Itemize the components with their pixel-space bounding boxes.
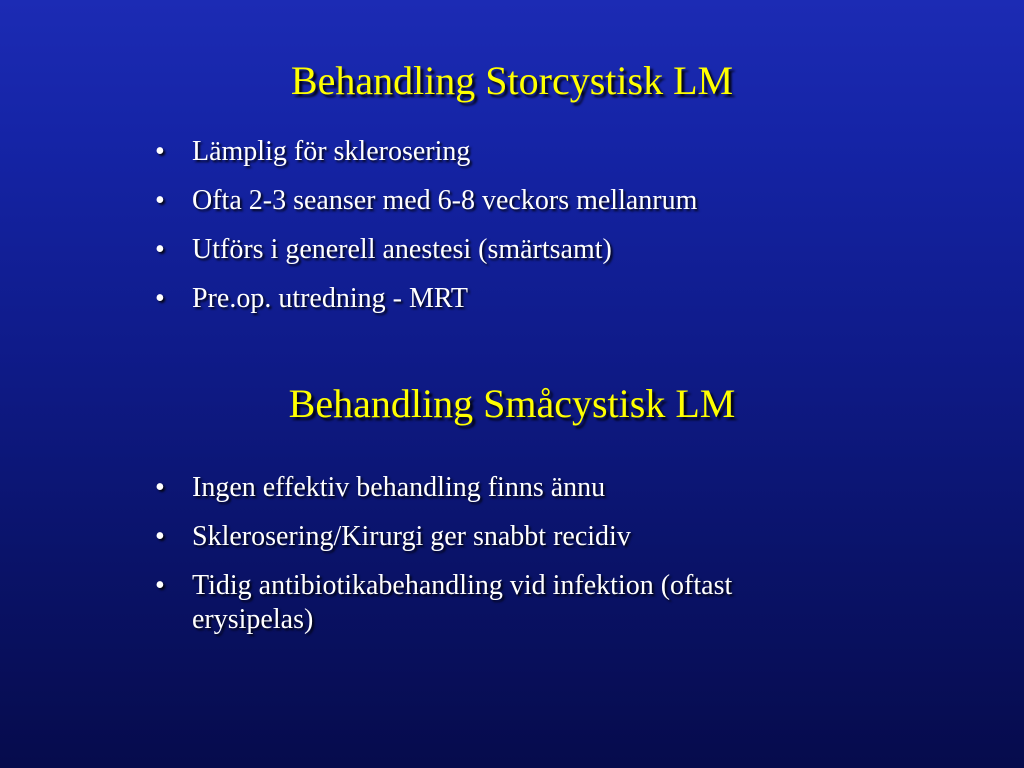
bullet-text: Pre.op. utredning - MRT: [192, 283, 468, 314]
bullet-icon: •: [155, 472, 165, 503]
section-title-smacystisk: Behandling Småcystisk LM: [288, 381, 736, 426]
bullet-text: Lämplig för sklerosering: [192, 136, 471, 167]
bullet-icon: •: [155, 185, 165, 216]
bullet-icon: •: [155, 283, 165, 314]
bullet-item: [155, 520, 855, 554]
bullet-item: [155, 569, 792, 637]
bullet-item: [155, 135, 855, 169]
bullet-text: Ingen effektiv behandling finns ännu: [192, 472, 606, 503]
bullet-text: Tidig antibiotikabehandling vid infektion (oftast erysipelas): [192, 570, 733, 635]
bullet-icon: •: [155, 570, 165, 601]
bullet-text: Ofta 2-3 seanser med 6-8 veckors mellanrum: [192, 185, 698, 216]
bullet-text: Sklerosering/Kirurgi ger snabbt recidiv: [192, 521, 631, 552]
section-title-storcystisk: Behandling Storcystisk LM: [290, 58, 734, 103]
bullet-icon: •: [155, 234, 165, 265]
bullet-list-smacystisk: [155, 471, 855, 652]
bullet-item: [155, 471, 855, 505]
bullet-icon: •: [155, 521, 165, 552]
bullet-icon: •: [155, 136, 165, 167]
bullet-item: [155, 233, 855, 267]
bullet-item: [155, 282, 855, 316]
bullet-list-storcystisk: [155, 135, 855, 331]
bullet-item: [155, 184, 855, 218]
bullet-text: Utförs i generell anestesi (smärtsamt): [192, 234, 612, 265]
